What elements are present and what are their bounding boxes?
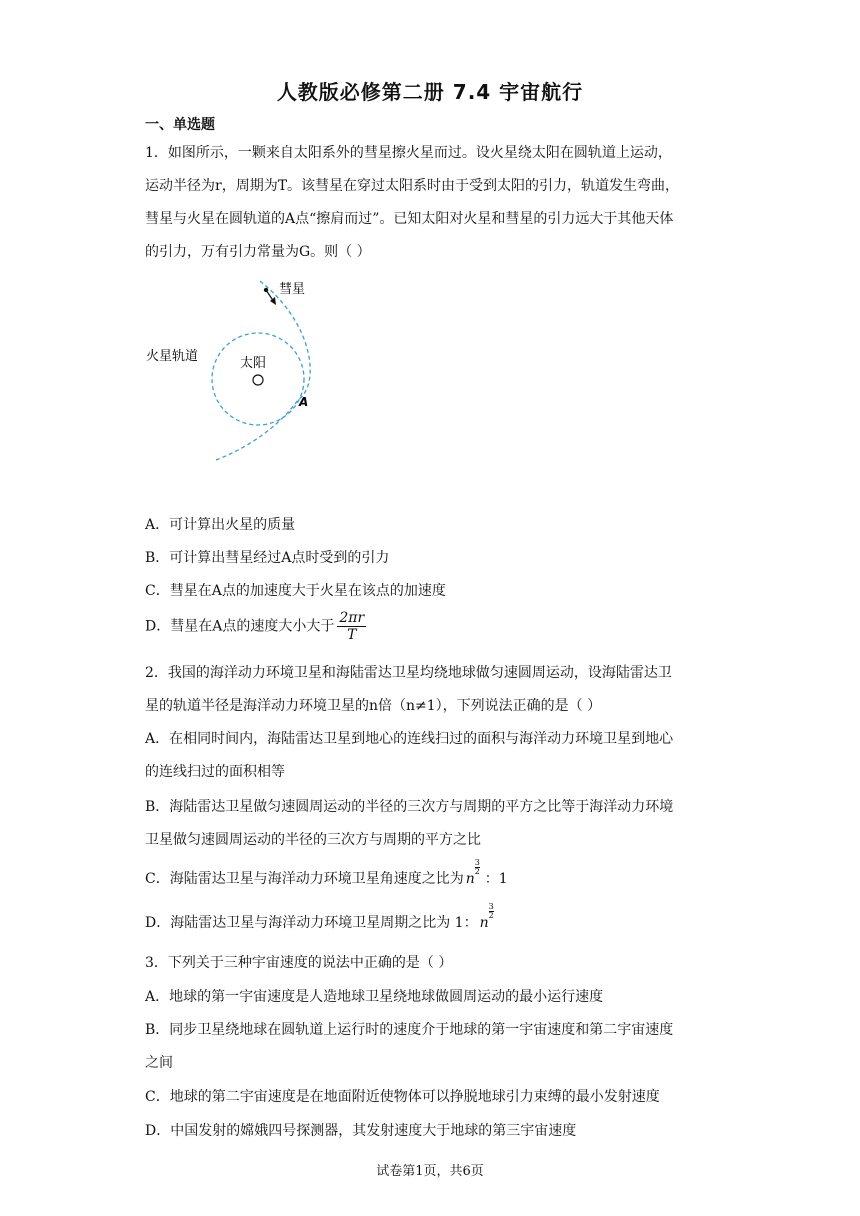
q1-option-a: A．可计算出火星的质量	[145, 517, 296, 533]
page-footer: 试卷第1页，共6页	[376, 1164, 484, 1179]
n-power-three-halves: n 3 2	[465, 858, 480, 887]
q2-option-a-line-2: 的连线扫过的面积相等	[145, 764, 285, 780]
section-heading: 一、单选题	[145, 117, 215, 133]
q3-option-b-line-2: 之间	[145, 1055, 173, 1071]
q2-line-2: 星的轨道半径是海洋动力环境卫星的n倍（n≠1），下列说法正确的是（ ）	[145, 698, 602, 714]
q1-option-c: C．彗星在A点的加速度大于火星在该点的加速度	[145, 583, 446, 599]
comet-label: 彗星	[279, 282, 306, 297]
q1-option-b: B．可计算出彗星经过A点时受到的引力	[145, 550, 390, 566]
point-a-label: A	[299, 395, 309, 409]
orbit-label: 火星轨道	[146, 349, 199, 364]
sun-label: 太阳	[240, 356, 267, 371]
q3-option-c: C．地球的第二宇宙速度是在地面附近使物体可以挣脱地球引力束缚的最小发射速度	[145, 1089, 660, 1105]
q1-figure	[140, 275, 340, 470]
q2-option-b-line-2: 卫星做匀速圆周运动的半径的三次方与周期的平方之比	[145, 832, 481, 848]
q2-option-a-line-1: A．在相同时间内，海陆雷达卫星到地心的连线扫过的面积与海洋动力环境卫星到地心	[145, 731, 674, 747]
q1-line-3: 彗星与火星在圆轨道的A点“擦肩而过”。已知太阳对火星和彗星的引力远大于其他天体	[145, 211, 674, 227]
mars-orbit-circle	[212, 333, 304, 425]
q3-option-d: D．中国发射的嫦娥四号探测器，其发射速度大于地球的第三宇宙速度	[145, 1123, 577, 1139]
q1-option-d	[145, 610, 366, 643]
q3-option-a: A．地球的第一宇宙速度是人造地球卫星绕地球做圆周运动的最小运行速度	[145, 989, 604, 1005]
q3-option-b-line-1: B．同步卫星绕地球在圆轨道上运行时的速度介于地球的第一宇宙速度和第二宇宙速度	[145, 1022, 674, 1038]
n-power-three-halves: n 3 2	[479, 902, 494, 931]
q2-option-b-line-1: B．海陆雷达卫星做匀速圆周运动的半径的三次方与周期的平方之比等于海洋动力环境	[145, 799, 674, 815]
q2-line-1: 2．我国的海洋动力环境卫星和海陆雷达卫星均绕地球做匀速圆周运动，设海陆雷达卫	[145, 665, 672, 681]
q1-option-d-text: D．彗星在A点的速度大小大于	[145, 618, 335, 635]
q2-option-c: C．海陆雷达卫星与海洋动力环境卫星角速度之比为 n 3 2 ：1	[145, 858, 508, 887]
page-title: 人教版必修第二册 7.4 宇宙航行	[276, 80, 584, 104]
q3-line-1: 3．下列关于三种宇宙速度的说法中正确的是（ ）	[145, 955, 453, 971]
fraction-2pir-over-t: $\frac{2\pi r}{T}$	[339, 610, 365, 643]
sun-marker	[253, 375, 263, 385]
q1-line-4: 的引力，万有引力常量为G。则（ ）	[145, 244, 371, 260]
q1-line-2: 运动半径为r，周期为T。该彗星在穿过太阳系时由于受到太阳的引力，轨道发生弯曲，	[145, 178, 680, 194]
q2-option-d: D．海陆雷达卫星与海洋动力环境卫星周期之比为 1： n 3 2	[145, 902, 494, 931]
q1-line-1: 1．如图所示，一颗来自太阳系外的彗星擦火星而过。设火星绕太阳在圆轨道上运动，	[145, 145, 672, 161]
